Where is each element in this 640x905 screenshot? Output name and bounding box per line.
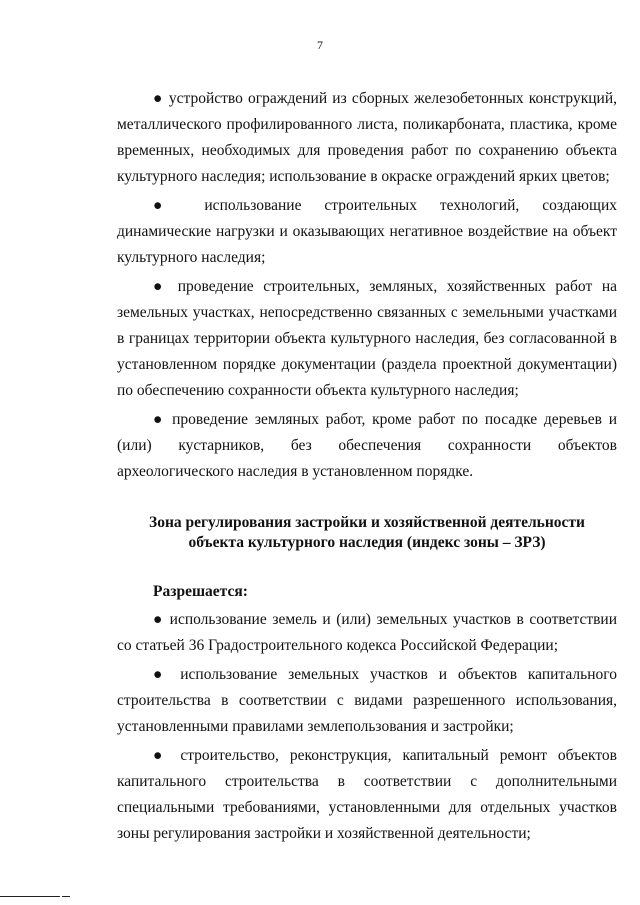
bullet-icon: ● <box>153 197 182 214</box>
bullet-icon: ● <box>153 411 166 428</box>
section-heading <box>117 513 617 553</box>
section-heading-line1: Зона регулирования застройки и хозяйственной деятельности <box>149 514 585 531</box>
allowed-heading: Разрешается: <box>153 583 248 600</box>
page-number: 7 <box>317 38 323 52</box>
list-item-text: проведение земляных работ, кроме работ по посадке деревьев и (или) кустарников, без обеспечения сохранности объектов археологического наследия в установленном порядке. <box>117 411 618 480</box>
list-item <box>117 662 617 740</box>
document-body <box>117 86 617 850</box>
list-item <box>117 743 617 847</box>
bullet-icon: ● <box>153 666 170 683</box>
list-item <box>117 607 617 659</box>
footer-rule <box>0 896 60 897</box>
list-item <box>117 274 617 404</box>
footer-rule-mark <box>62 896 70 897</box>
list-item-text: использование земель и (или) земельных участков в соответствии со статьей 36 Градостроительного кодекса Российской Федерации; <box>117 611 618 654</box>
list-item-text: использование строительных технологий, создающих динамические нагрузки и оказывающих негативное воздействие на объект культурного наследия; <box>117 197 617 266</box>
list-item-text: использование земельных участков и объектов капитального строительства в соответствии с видами разрешенного использования, установленными правилами землепользования и застройки; <box>117 666 617 735</box>
list-item <box>117 193 617 271</box>
bullet-icon: ● <box>153 747 170 764</box>
section-heading-line2: объекта культурного наследия (индекс зоны – ЗРЗ) <box>188 534 546 551</box>
bullet-icon: ● <box>153 90 164 107</box>
list-item-text: строительство, реконструкция, капитальный ремонт объектов капитального строительства в соответствии с дополнительными специальными требованиями, установленными для отдельных участков зоны регулирования застройки и хозяйственной деятельности; <box>117 747 618 842</box>
bullet-icon: ● <box>153 278 169 295</box>
bullet-icon: ● <box>153 611 165 628</box>
list-item <box>117 86 617 190</box>
list-item-text: проведение строительных, земляных, хозяйственных работ на земельных участках, непосредственно связанных с земельными участками в границах территории объекта культурного наследия, без согласованной в установленном порядке документации (раздела проектной документации) по обеспечению сохранности объекта культурного наследия; <box>117 278 617 399</box>
list-item-text: устройство ограждений из сборных железобетонных конструкций, металлического профилированного листа, поликарбоната, пластика, кроме временных, необходимых для проведения работ по сохранению объекта культурного наследия; использование в окраске ограждений ярких цветов; <box>117 90 617 185</box>
list-item <box>117 407 617 485</box>
